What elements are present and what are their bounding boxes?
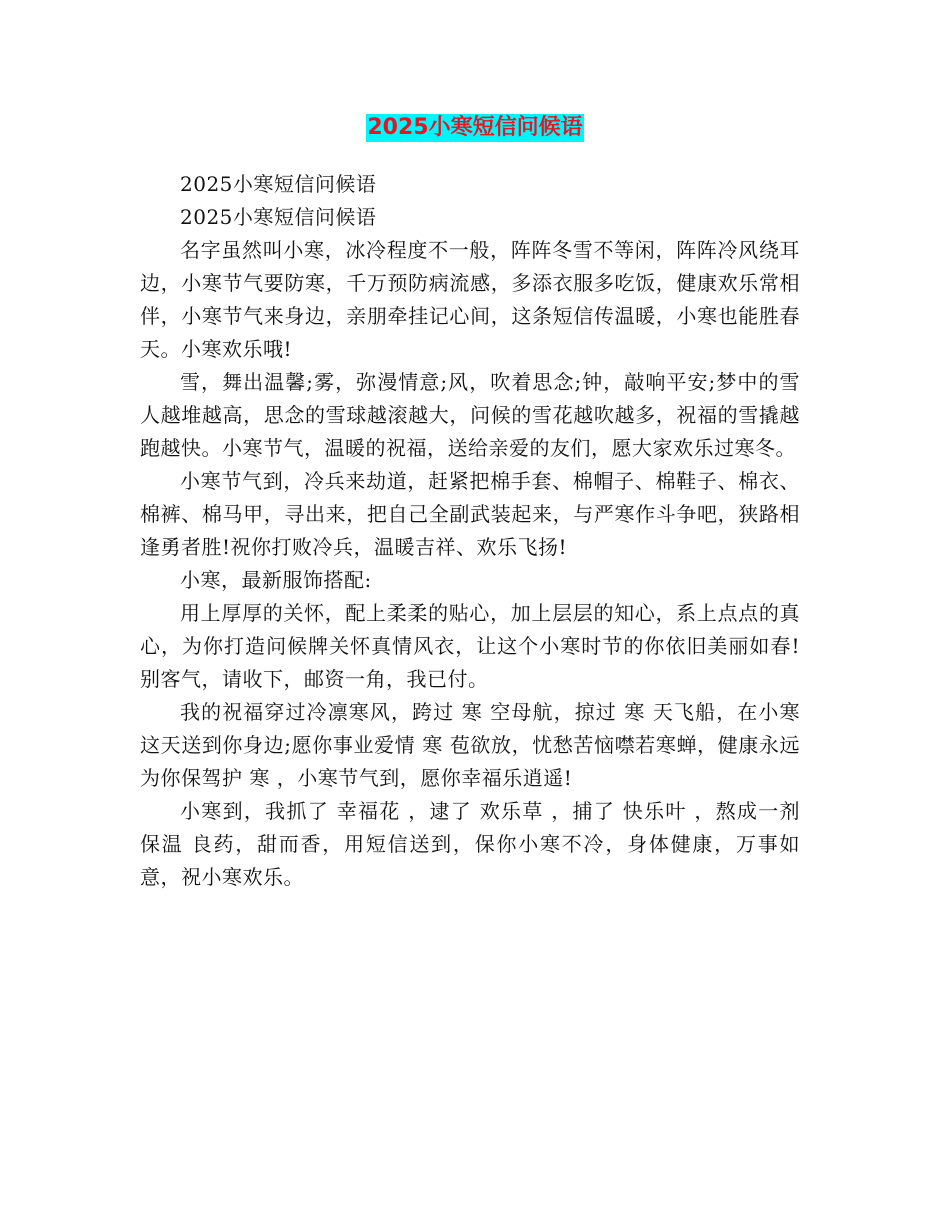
paragraph-greeting-2: 雪，舞出温馨;雾，弥漫情意;风，吹着思念;钟，敲响平安;梦中的雪人越堆越高，思念的雪球越滚越大，问候的雪花越吹越多，祝福的雪撬越跑越快。小寒节气，温暖的祝福，送给亲爱的友们，愿大家欢乐过寒冬。	[140, 370, 800, 460]
paragraph-greeting-1: 名字虽然叫小寒，冰冷程度不一般，阵阵冬雪不等闲，阵阵冷风绕耳边，小寒节气要防寒，千万预防病流感，多添衣服多吃饭，健康欢乐常相伴，小寒节气来身边，亲朋牵挂记心间，这条短信传温暖，小寒也能胜春天。小寒欢乐哦!	[140, 238, 800, 361]
paragraph-subtitle-2: 2025小寒短信问候语	[180, 205, 377, 229]
document-title: 2025小寒短信问候语	[367, 115, 583, 140]
paragraph-subtitle-1: 2025小寒短信问候语	[180, 172, 377, 196]
paragraph-greeting-4: 小寒，最新服饰搭配:	[180, 568, 372, 592]
title-container	[0, 114, 950, 142]
document-body	[140, 168, 800, 894]
paragraph-greeting-7: 小寒到，我抓了 幸福花 ，逮了 欢乐草 ，捕了 快乐叶 ，熬成一剂 保温 良药，甜而香，用短信送到，保你小寒不冷，身体健康，万事如意，祝小寒欢乐。	[140, 799, 800, 889]
paragraph-greeting-5: 用上厚厚的关怀，配上柔柔的贴心，加上层层的知心，系上点点的真心，为你打造问候牌关怀真情风衣，让这个小寒时节的你依旧美丽如春!别客气，请收下，邮资一角，我已付。	[140, 601, 800, 691]
paragraph-greeting-6: 我的祝福穿过冷凛寒风，跨过 寒 空母航，掠过 寒 天飞船，在小寒这天送到你身边;愿你事业爱情 寒 苞欲放，忧愁苦恼噤若寒蝉，健康永远为你保驾护 寒 ，小寒节气到，愿你幸福乐逍遥!	[140, 700, 800, 790]
paragraph-greeting-3: 小寒节气到，冷兵来劫道，赶紧把棉手套、棉帽子、棉鞋子、棉衣、棉裤、棉马甲，寻出来，把自己全副武装起来，与严寒作斗争吧，狭路相逢勇者胜!祝你打败冷兵，温暖吉祥、欢乐飞扬!	[140, 469, 800, 559]
